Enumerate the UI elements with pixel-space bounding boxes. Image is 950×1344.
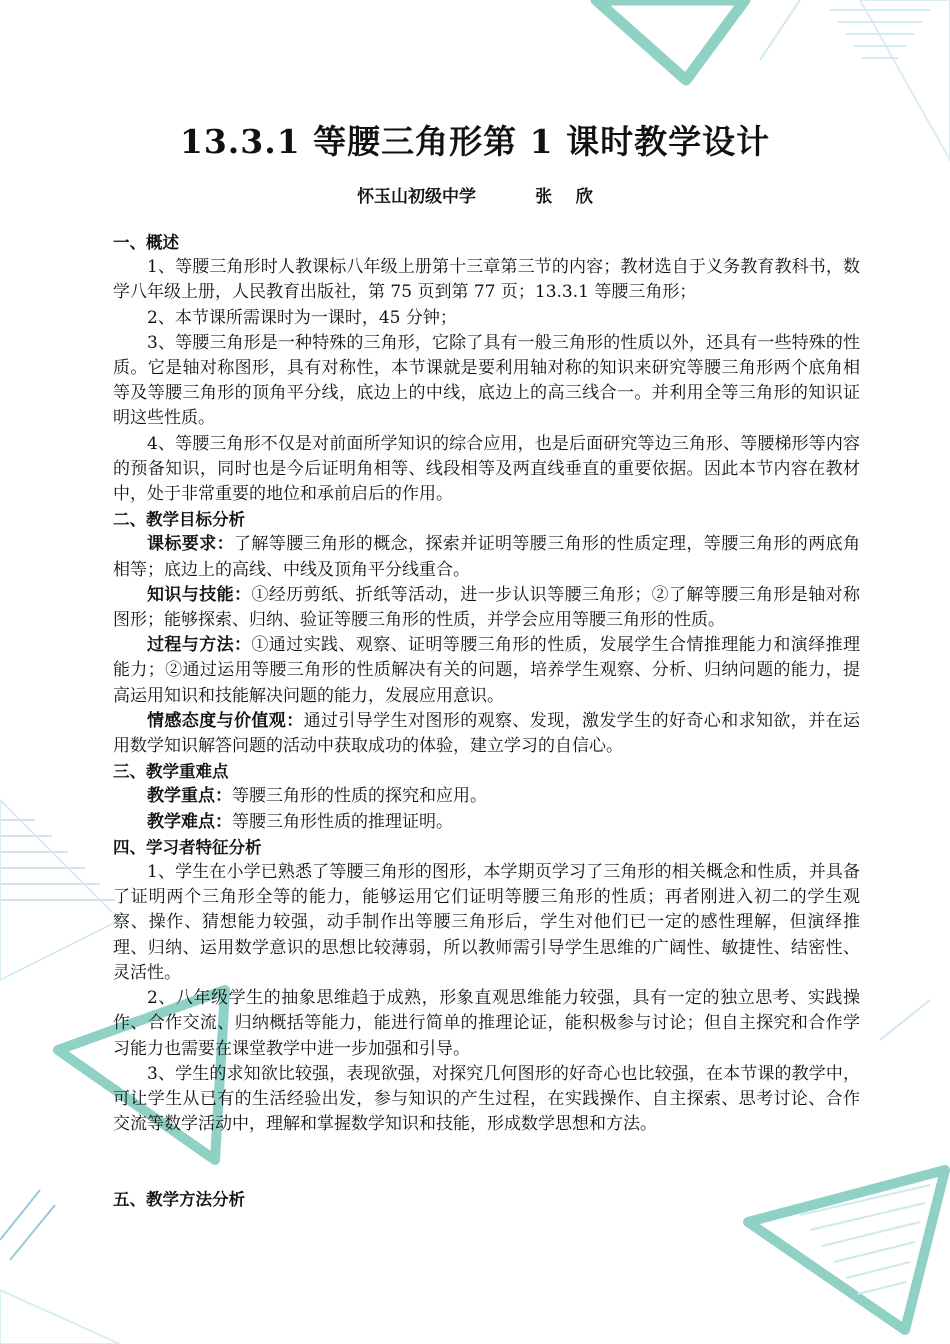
paragraph [113,709,860,759]
paragraph-text: ①通过实践、观察、证明等腰三角形的性质，发展学生合情推理能力和演绎推理能力；②通过运用等腰三角形的性质解决有关的问题，培养学生观察、分析、归纳问题的能力，提高运用知识和技能解决问题的能力，发展应用意识。 [113,635,861,706]
paragraph-label: 教学重点： [147,786,232,807]
paragraph [113,583,860,633]
paragraph-label: 知识与技能： [147,584,252,605]
section-heading: 一、概述 [113,233,179,252]
paragraph [113,810,860,835]
paragraph-label: 情感态度与价值观： [147,710,304,731]
paragraph [113,633,860,709]
thin-line-bl1 [0,1190,40,1240]
paragraph-text: 等腰三角形性质的推理证明。 [232,811,453,832]
teal-triangle-top [596,0,745,80]
section-heading: 二、教学目标分析 [113,510,245,530]
section-gap [113,1137,860,1187]
paragraph [113,860,860,986]
paragraph [113,306,860,331]
paragraph-label: 过程与方法： [147,635,252,656]
striped-triangle-top [830,10,930,58]
paragraph-text: 2、八年级学生的抽象思维趋于成熟，形象直观思维能力较强，具有一定的独立思考、实践操作、合作交流、归纳概括等能力，能进行简单的推理论证，能积极参与讨论；但自主探究和合作学习能力也需要在课堂教学中进一步加强和引导。 [113,988,860,1059]
thin-line-top [760,0,800,60]
light-triangle-bl [0,1290,120,1344]
paragraph-text: 3、等腰三角形是一种特殊的三角形，它除了具有一般三角形的性质以外，还具有一些特殊的性质。它是轴对称图形，具有对称性，本节课就是要利用轴对称的知识来研究等腰三角形两个底角相等及等腰三角形的顶角平分线，底边上的中线，底边上的高三线合一。并利用全等三角形的知识证明这些性质。 [113,332,860,429]
paragraph-text: ①经历剪纸、折纸等活动，进一步认识等腰三角形；②了解等腰三角形是轴对称图形；能够探索、归纳、验证等腰三角形的性质，并学会应用等腰三角形的性质。 [113,584,861,631]
paragraph-text: 1、学生在小学已熟悉了等腰三角形的图形，本学期页学习了三角形的相关概念和性质，并具备了证明两个三角形全等的能力，能够运用它们证明等腰三角形的性质；再者刚进入初二的学生观察、操作、猜想能力较强，动手制作出等腰三角形后，学生对他们已一定的感性理解，但演绎推理、归纳、运用数学意识的思想比较薄弱，所以教师需引导学生思维的广阔性、敏捷性、结密性、灵活性。 [113,862,860,983]
paragraph [113,784,860,809]
paragraph-text: 通过引导学生对图形的观察、发现，激发学生的好奇心和求知欲，并在运用数学知识解答问题的活动中获取成功的体验，建立学习的自信心。 [113,710,861,757]
paragraph-text: 了解等腰三角形的概念，探索并证明等腰三角形的性质定理，等腰三角形的两底角相等；底边上的高线、中线及顶角平分线重合。 [113,534,860,580]
section-heading: 四、学习者特征分析 [113,837,262,857]
paragraph [113,532,860,582]
section-heading: 三、教学重难点 [113,762,229,782]
document-body [113,230,860,1213]
thin-line-br [880,1000,930,1040]
paragraph-text: 1、等腰三角形时人教课标八年级上册第十三章第三节的内容；教材选自于义务教育教科书，数学八年级上册，人民教育出版社，第 75 页到第 77 页；13.3.1 等腰三角形； [113,257,860,303]
paragraph [113,1062,860,1138]
paragraph [113,432,860,508]
paragraph-label: 教学难点： [147,811,232,832]
section-heading: 五、教学方法分析 [113,1190,245,1210]
document-title: 13.3.1 等腰三角形第 1 课时教学设计 [179,122,771,161]
paragraph [113,986,860,1062]
paragraph-text: 等腰三角形的性质的探究和应用。 [232,786,487,807]
paragraph-label: 课标要求： [147,534,234,555]
paragraph-text: 4、等腰三角形不仅是对前面所学知识的综合应用，也是后面研究等边三角形、等腰梯形等内容的预备知识，同时也是今后证明角相等、线段相等及两直线垂直的重要依据。因此本节内容在教材中，处于非常重要的地位和承前启后的作用。 [113,433,860,505]
thin-line-bl2 [10,1205,55,1260]
paragraph-text: 2、本节课所需课时为一课时，45 分钟； [147,307,457,328]
author-line: 怀玉山初级中学 张 欣 [357,187,593,207]
paragraph [113,331,860,432]
striped-triangle-left [0,820,115,900]
paragraph-text: 3、学生的求知欲比较强，表现欲强，对探究几何图形的好奇心也比较强，在本节课的教学中，可让学生从已有的生活经验出发，参与知识的产生过程，在实践操作、自主探索、思考讨论、合作交流等数学活动中，理解和掌握数学知识和技能，形成数学思想和方法。 [113,1063,860,1135]
light-triangle-left [0,800,120,980]
paragraph [113,255,860,305]
